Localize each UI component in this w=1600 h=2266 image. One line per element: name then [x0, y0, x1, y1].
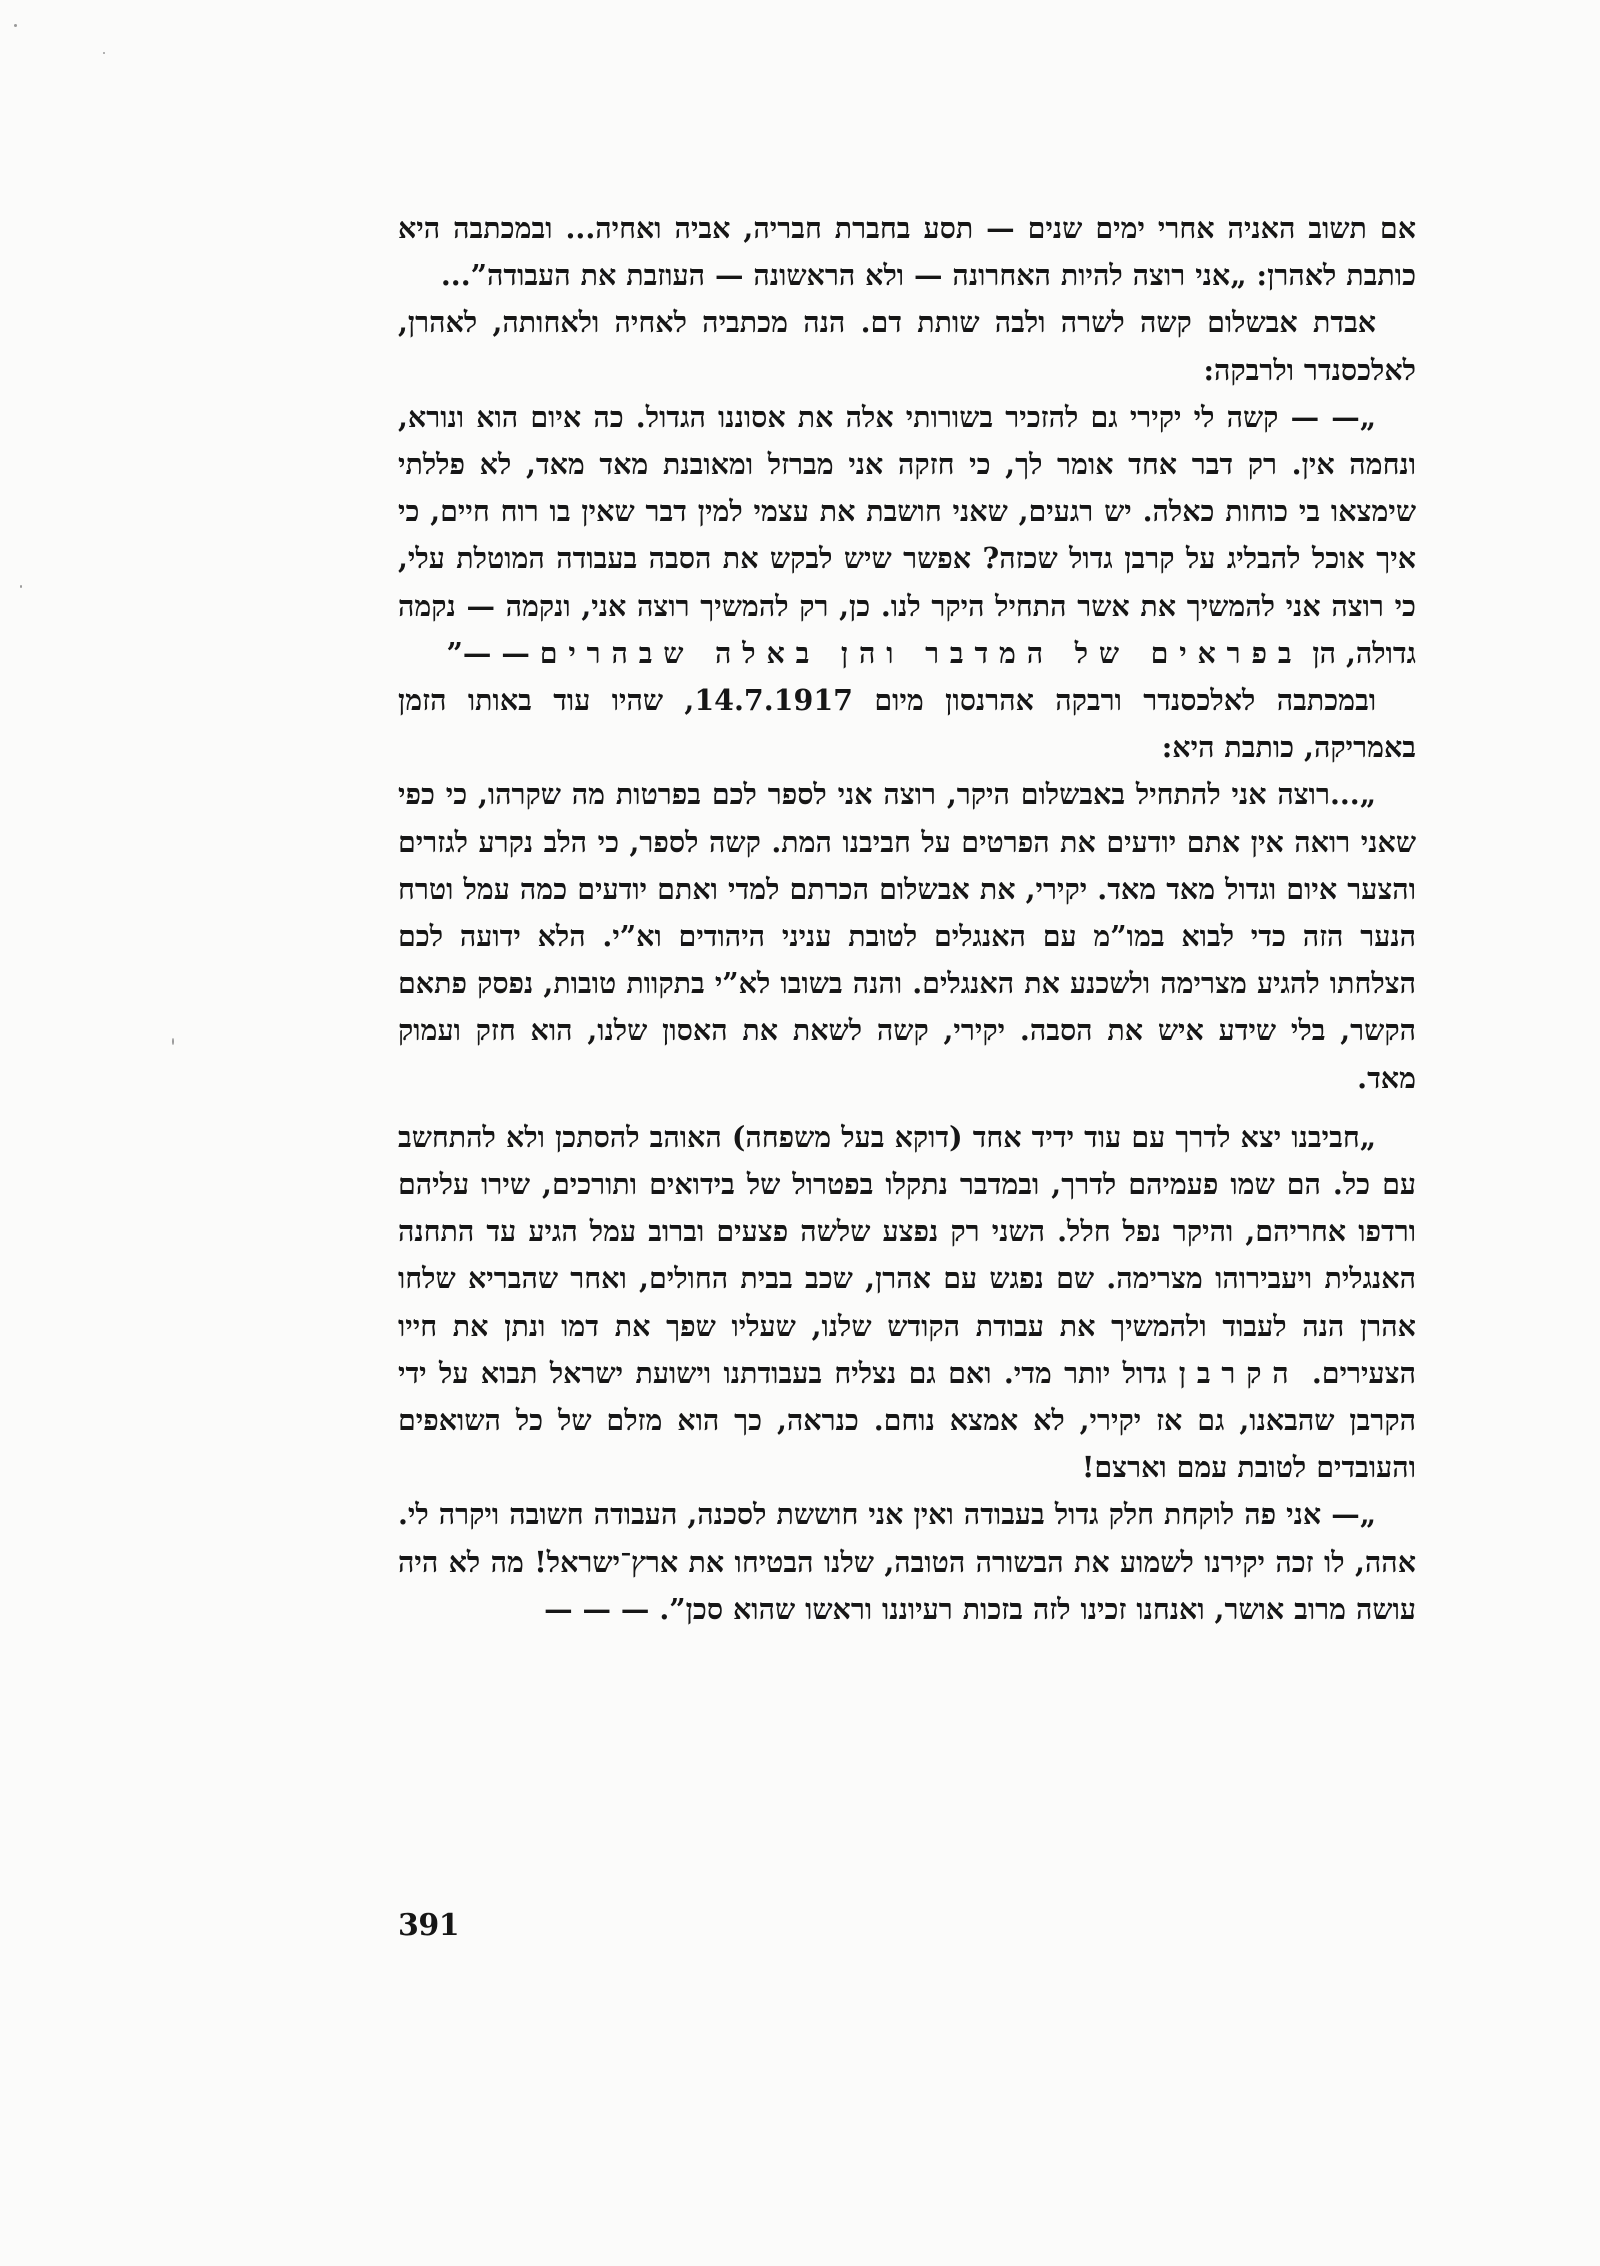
letter-paragraph [398, 394, 1416, 677]
paragraph: אבדת אבשלום קשה לשרה ולבה שותת דם. הנה מכתביה לאחיה ולאחותה, לאהרן, לאלכסנדר ולרבקה: [398, 305, 1416, 387]
paragraph-text: „חביבנו יצא לדרך עם עוד ידיד אחד (דוקא בעל משפחה) האוהב להסתכן ולא להתחשב עם כל. הם שמו פעמיהם לדרך, ובמדבר נתקלו בפטרול של בידואים ותורכים, שירו עליהם ורדפו אחריהם, והיקר נפל חלל. השני רק נפצע שלשה פצעים וברוב עמל הגיע עד התחנה האנגלית ויעבירוהו מצרימה. שם נפגש עם אהרן, שכב בבית החולים, ואחר שהבריא שלחו אהרן הנה לעבוד ולהמשיך את עבודת הקודש שלנו, שעליו שפך את דמו ונתן את חייו הצעירים. [398, 1119, 1416, 1390]
page-number: 391 [398, 1908, 460, 1943]
letter-paragraph: „...רוצה אני להתחיל באבשלום היקר, רוצה אני לספר לכם בפרטות מה שקרהו, כי כפי שאני רואה אין אתם יודעים את הפרטים על חביבנו המת. קשה לספר, כי הלב נקרע לגזרים והצער איום וגדול מאד מאד. יקירי, את אבשלום הכרתם למדי ואתם יודעים כמה עמל וטרח הנער הזה כדי לבוא במו”מ עם האנגלים לטובת עניני היהודים וא”י. הלא ידועה לכם הצלחתו להגיע מצרימה ולשכנע את האנגלים. והנה בשובו לא”י בתקוות טובות, נפסק פתאם הקשר, בלי שידע איש את הסבה. יקירי, קשה לשאת את האסון שלנו, הוא חזק ועמוק מאד. [398, 777, 1416, 1095]
paragraph-text: „— — קשה לי יקירי גם להזכיר בשורותי אלה את אסוננו הגדול. כה איום הוא ונורא, ונחמה אין. רק דבר אחד אומר לך, כי חזקה אני מברזל ומאובנת מאד מאד, לא פללתי שימצאו בי כוחות כאלה. יש רגעים, שאני חושבת את עצמי למין דבר שאין בו רוח חיים, כי איך אוכל להבליג על קרבן גדול שכזה? אפשר שיש לבקש את הסבה בעבודה המוטלת עלי, כי רוצה אני להמשיך את אשר התחיל היקר לנו. כן, רק להמשיך רוצה אני, ונקמה — נקמה גדולה, הן [398, 399, 1416, 670]
paragraph: ובמכתבה לאלכסנדר ורבקה אהרנסון מיום 14.7.1917, שהיו עוד באותו הזמן באמריקה, כותבת היא: [398, 683, 1416, 765]
scan-speck [20, 585, 22, 588]
body-text [398, 205, 1416, 1633]
scan-speck [172, 1038, 174, 1045]
scan-speck [14, 24, 17, 27]
paragraph: אם תשוב האניה אחרי ימים שנים — תסע בחברת חבריה, אביה ואחיה... ובמכתבה היא כותבת לאהרן: „אני רוצה להיות האחרונה — ולא הראשונה — העוזבת את העבודה”... [398, 211, 1416, 293]
paragraph-text: גדול יותר מדי. ואם גם נצליח בעבודתנו וישועת ישראל תבוא על ידי הקרבן שהבאנו, גם אז יקירי, לא אמצא נוחם. כנראה, כך הוא מזלם של כל השואפים והעובדים לטובת עמם וארצם! [398, 1355, 1416, 1485]
emphasized-text: הקרבן [1178, 1355, 1300, 1390]
letter-paragraph: „— אני פה לוקחת חלק גדול בעבודה ואין אני חוששת לסכנה, העבודה חשובה ויקרה לי. אהה, לו זכה יקירנו לשמוע את הבשורה הטובה, שלנו הבטיחו את ארץ־ישראל! מה לא היה עושה מרוב אושר, ואנחנו זכינו לזה בזכות רעיוננו וראשו שהוא סכן”. — — — [398, 1497, 1416, 1626]
paragraph-text: — —” [446, 635, 530, 670]
scan-speck [103, 52, 105, 54]
letter-paragraph [398, 1114, 1416, 1492]
emphasized-text: בפראים של המדבר והן באלה שבהרים [539, 635, 1303, 670]
